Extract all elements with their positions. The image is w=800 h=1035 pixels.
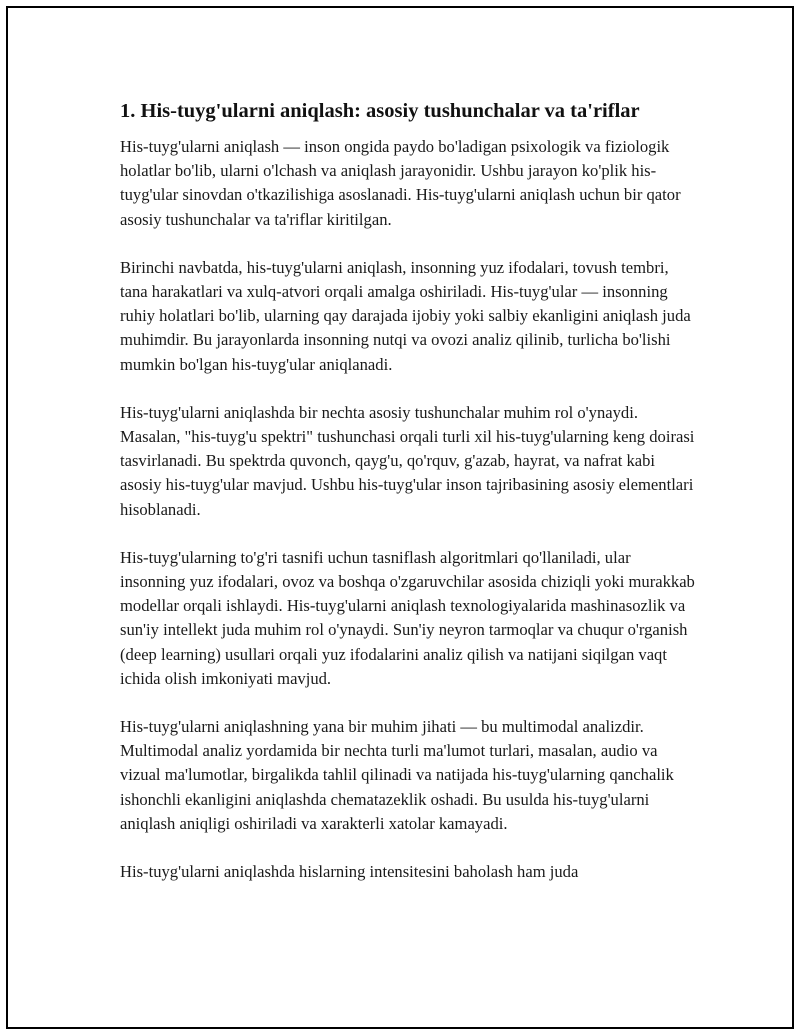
paragraph-1: His-tuyg'ularni aniqlash — inson ongida paydo bo'ladigan psixologik va fiziologik holatlar bo'lib, ularni o'lchash va aniqlash jarayonidir. Ushbu jarayon ko'plik his-tuyg'ular sinovdan o'tkazilishiga asoslanadi. His-tuyg'ularni aniqlash uchun bir qator asosiy tushunchalar va ta'riflar kiritilgan. (120, 137, 681, 229)
paragraph-4: His-tuyg'ularning to'g'ri tasnifi uchun tasniflash algoritmlari qo'llaniladi, ular insonning yuz ifodalari, ovoz va boshqa o'zgaruvchilar asosida chiziqli yoki murakkab modellar orqali ishlaydi. His-tuyg'ularni aniqlash texnologiyalarida mashinasozlik va sun'iy intellekt juda muhim rol o'ynaydi. Sun'iy neyron tarmoqlar va chuqur o'rganish (deep learning) usullari orqali yuz ifodalarini analiz qilish va natijani siqilgan vaqt ichida olish imkoniyati mavjud. (120, 547, 695, 688)
paragraph-6: His-tuyg'ularni aniqlashda hislarning intensitesini baholash ham juda (120, 862, 579, 882)
paragraph-3: His-tuyg'ularni aniqlashda bir nechta asosiy tushunchalar muhim rol o'ynaydi. Masalan, "his-tuyg'u spektri" tushunchasi orqali turli xil his-tuyg'ularning keng doirasi tasvirlanadi. Bu spektrda quvonch, qayg'u, qo'rquv, g'azab, hayrat, va nafrat kabi asosiy his-tuyg'ular mavjud. Ushbu his-tuyg'ular inson tajribasining asosiy elementlari hisoblanadi. (120, 402, 695, 519)
document-body (120, 98, 695, 908)
page-frame (6, 6, 794, 1029)
document-title: 1. His-tuyg'ularni aniqlash: asosiy tushunchalar va ta'riflar (120, 100, 640, 122)
paragraph-2: Birinchi navbatda, his-tuyg'ularni aniqlash, insonning yuz ifodalari, tovush tembri, tana harakatlari va xulq-atvori orqali amalga oshiriladi. His-tuyg'ular — insonning ruhiy holatlari bo'lib, ularning qay darajada ijobiy yoki salbiy ekanligini aniqlash juda muhimdir. Bu jarayonlarda insonning nutqi va ovozi analiz qilinib, turlicha bo'lishi mumkin bo'lgan his-tuyg'ular aniqlanadi. (120, 257, 691, 374)
paragraph-5: His-tuyg'ularni aniqlashning yana bir muhim jihati — bu multimodal analizdir. Multimodal analiz yordamida bir nechta turli ma'lumot turlari, masalan, audio va vizual ma'lumotlar, birgalikda tahlil qilinadi va natijada his-tuyg'ularning qanchalik ishonchli ekanligini aniqlashda chematazeklik oshadi. Bu usulda his-tuyg'ularni aniqlash aniqligi oshiriladi va xarakterli xatolar kamayadi. (120, 717, 674, 833)
